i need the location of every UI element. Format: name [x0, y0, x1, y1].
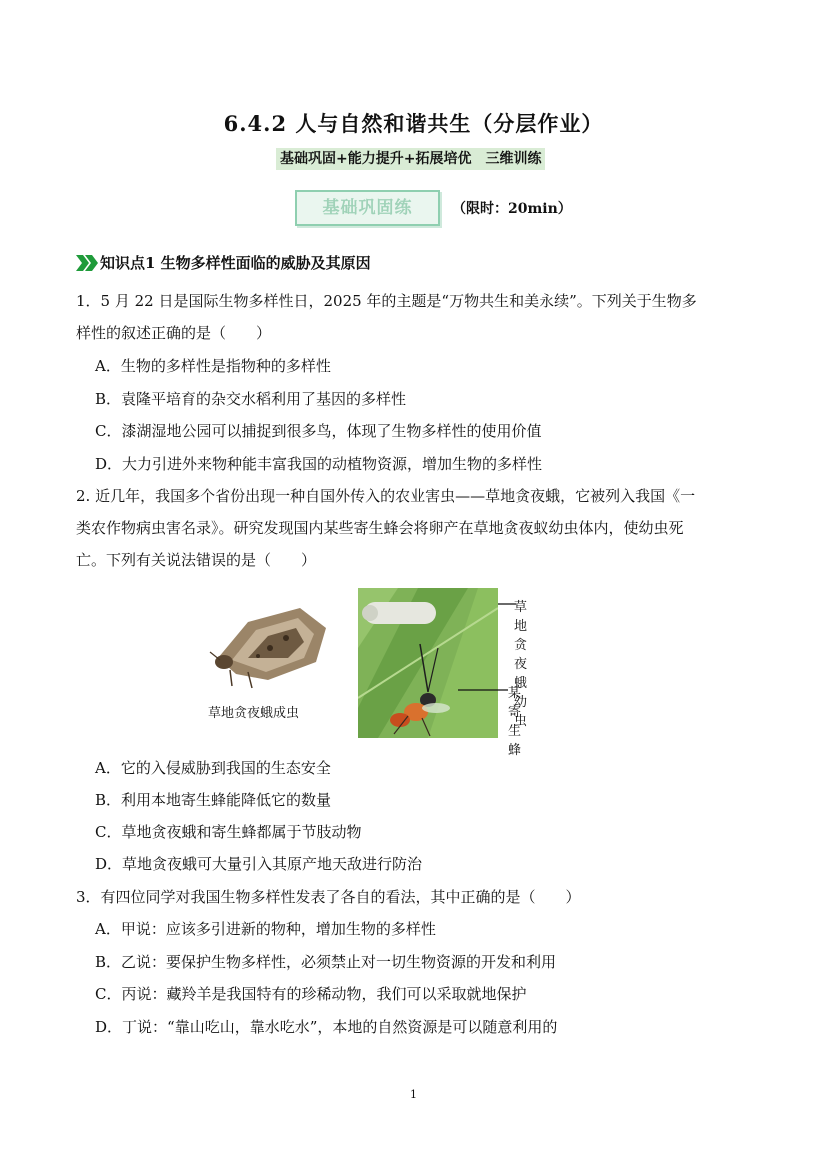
q3-option-a: A．甲说：应该多引进新的物种，增加生物的多样性 — [95, 920, 436, 938]
page-number: 1 — [410, 1088, 417, 1101]
q3-option-c: C．丙说：藏羚羊是我国特有的珍稀动物，我们可以采取就地保护 — [95, 985, 527, 1003]
wasp-pointer-line — [458, 688, 508, 692]
moth-label: 草地贪夜蛾成虫 — [208, 706, 300, 721]
larva-wasp-photo — [358, 588, 498, 738]
q2-stem-line3: 亡。下列有关说法错误的是（ ） — [76, 551, 317, 569]
q2-option-d: D．草地贪夜蛾可大量引入其原产地天敌进行防治 — [95, 855, 423, 873]
q2-option-c: C．草地贪夜蛾和寄生蜂都属于节肢动物 — [95, 823, 362, 841]
level-badge: 基础巩固练 — [295, 190, 440, 226]
page-title: 6.4.2 人与自然和谐共生（分层作业） — [223, 111, 604, 136]
q1-option-c: C．漆湖湿地公园可以捕捉到很多鸟，体现了生物多样性的使用价值 — [95, 422, 542, 440]
q1-option-a: A．生物的多样性是指物种的多样性 — [95, 357, 331, 375]
wasp-label: 某寄生蜂 — [508, 686, 522, 758]
pest-figure — [208, 588, 528, 758]
q2-stem-line2: 类农作物病虫害名录》。研究发现国内某些寄生蜂会将卵产在草地贪夜蚁幼虫体内，使幼虫死 — [76, 519, 684, 537]
moth-illustration — [208, 600, 338, 690]
q2-option-b: B．利用本地寄生蜂能降低它的数量 — [95, 791, 332, 809]
double-chevron-icon — [76, 255, 98, 271]
page-subtitle: 基础巩固+能力提升+拓展培优 三维训练 — [276, 148, 545, 170]
q3-option-b: B．乙说：要保护生物多样性，必须禁止对一切生物资源的开发和利用 — [95, 953, 557, 971]
q3-stem-line1: 3．有四位同学对我国生物多样性发表了各自的看法，其中正确的是（ ） — [76, 888, 581, 906]
section-heading — [76, 252, 371, 273]
larva-label: 草地贪夜蛾幼虫 — [514, 600, 528, 729]
q1-stem-line1: 1．5 月 22 日是国际生物多样性日，2025 年的主题是“万物共生和美永续”。下列关于生物多 — [76, 292, 697, 310]
q2-stem-line1: 2. 近几年，我国多个省份出现一种自国外传入的农业害虫——草地贪夜蛾，它被列入我国《一 — [76, 487, 696, 505]
q1-option-d: D．大力引进外来物种能丰富我国的动植物资源，增加生物的多样性 — [95, 455, 543, 473]
q1-stem-line2: 样性的叙述正确的是（ ） — [76, 324, 272, 342]
q2-option-a: A．它的入侵威胁到我国的生态安全 — [95, 759, 331, 777]
time-limit: （限时：20min） — [452, 201, 572, 217]
q1-option-b: B．袁隆平培育的杂交水稻利用了基因的多样性 — [95, 390, 407, 408]
section-title: 知识点1 生物多样性面临的威胁及其原因 — [100, 254, 371, 272]
q3-option-d: D．丁说：“靠山吃山，靠水吃水”，本地的自然资源是可以随意利用的 — [95, 1018, 558, 1036]
